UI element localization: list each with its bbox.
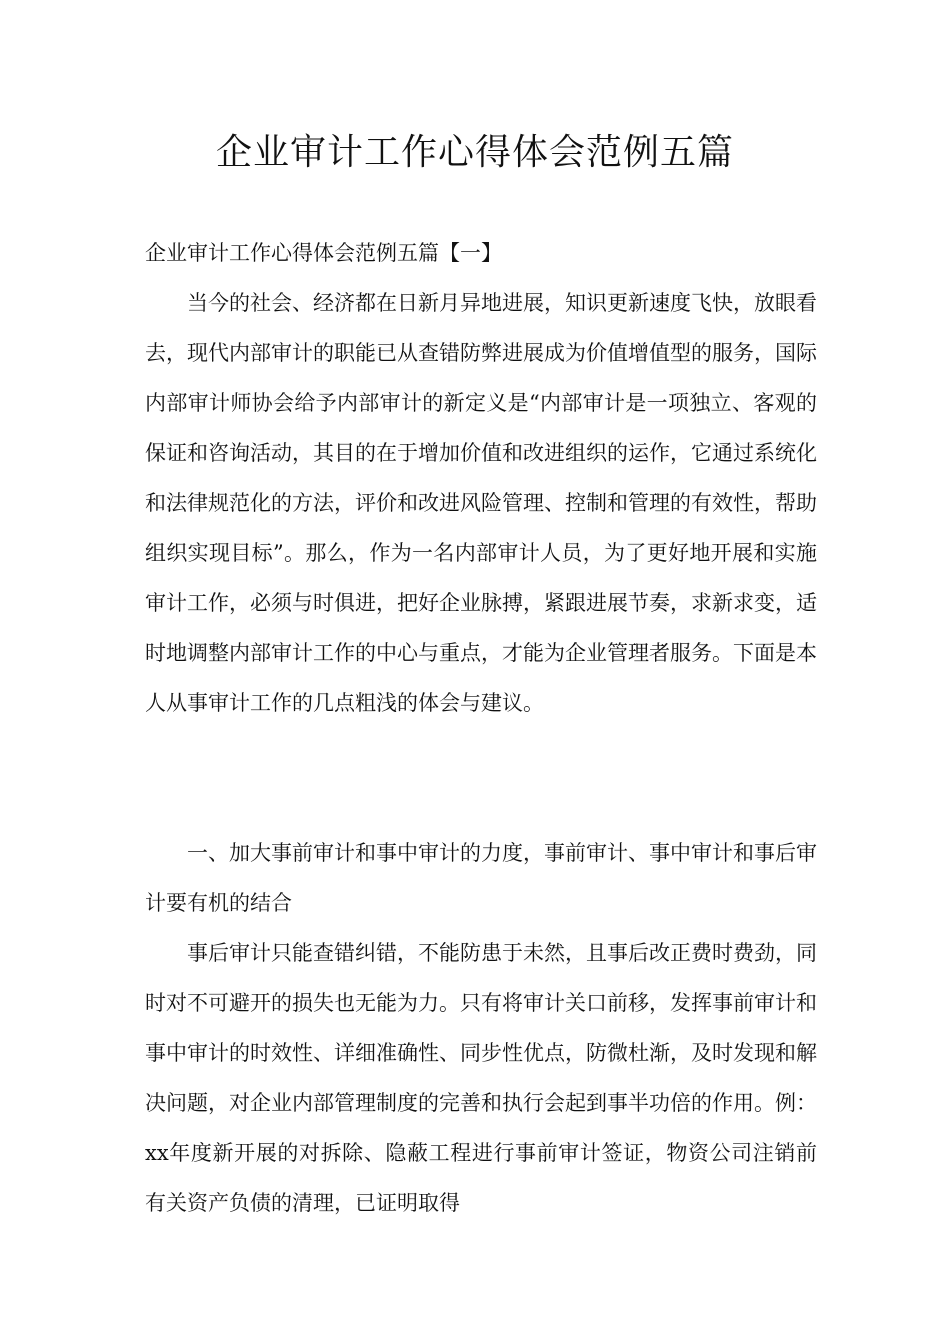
section-heading-one: 一、加大事前审计和事中审计的力度，事前审计、事中审计和事后审计要有机的结合	[145, 841, 817, 915]
paragraph-section-one: 事后审计只能查错纠错，不能防患于未然，且事后改正费时费劲，同时对不可避开的损失也无能为力。只有将审计关口前移，发挥事前审计和事中审计的时效性、详细准确性、同步性优点，防微杜渐，及时发现和解决问题，对企业内部管理制度的完善和执行会起到事半功倍的作用。例：xx年度新开展的对拆除、隐蔽工程进行事前审计签证，物资公司注销前有关资产负债的清理，已证明取得	[145, 941, 817, 1215]
section-subtitle: 企业审计工作心得体会范例五篇【一】	[145, 241, 502, 265]
document-title: 企业审计工作心得体会范例五篇	[215, 132, 734, 173]
paragraph-intro: 当今的社会、经济都在日新月异地进展，知识更新速度飞快，放眼看去，现代内部审计的职能已从查错防弊进展成为价值增值型的服务，国际内部审计师协会给予内部审计的新定义是“内部审计是一项独立、客观的保证和咨询活动，其目的在于增加价值和改进组织的运作，它通过系统化和法律规范化的方法，评价和改进风险管理、控制和管理的有效性，帮助组织实现目标”。那么，作为一名内部审计人员，为了更好地开展和实施审计工作，必须与时俱进，把好企业脉搏，紧跟进展节奏，求新求变，适时地调整内部审计工作的中心与重点，才能为企业管理者服务。下面是本人从事审计工作的几点粗浅的体会与建议。	[145, 291, 817, 715]
